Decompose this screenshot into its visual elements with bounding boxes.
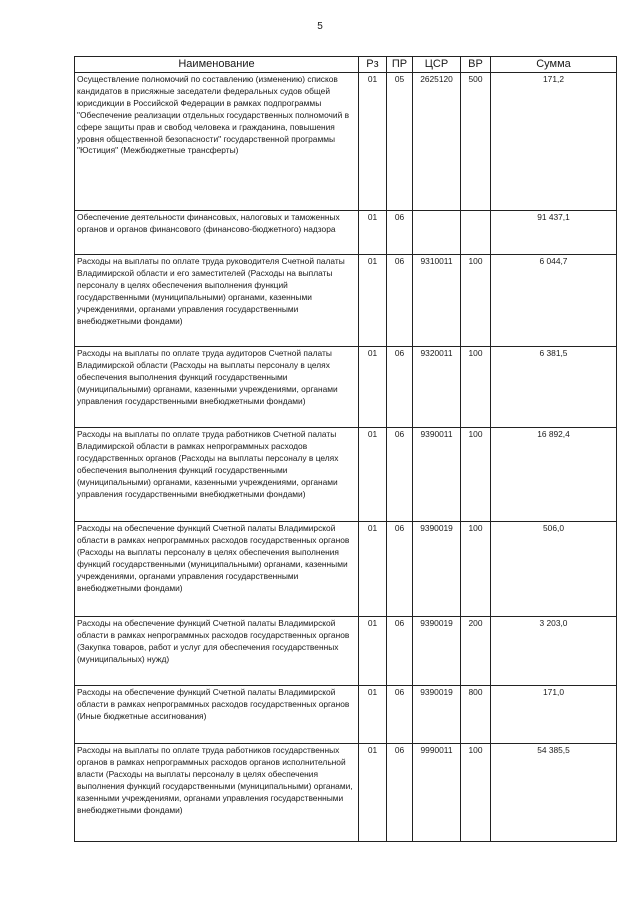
row-vr — [461, 211, 491, 255]
table-row — [75, 617, 617, 686]
header-rz: Рз — [359, 57, 387, 73]
row-pr: 06 — [387, 255, 413, 347]
row-vr: 800 — [461, 686, 491, 744]
row-csr: 9390019 — [413, 686, 461, 744]
table-row — [75, 255, 617, 347]
row-sum: 54 385,5 — [491, 744, 617, 842]
row-csr: 9320011 — [413, 347, 461, 428]
row-pr: 06 — [387, 347, 413, 428]
table-row — [75, 428, 617, 522]
row-vr: 100 — [461, 428, 491, 522]
budget-table — [74, 56, 617, 842]
page-number: 5 — [317, 21, 323, 32]
row-sum: 6 381,5 — [491, 347, 617, 428]
row-rz: 01 — [359, 686, 387, 744]
row-rz: 01 — [359, 255, 387, 347]
row-sum: 91 437,1 — [491, 211, 617, 255]
row-name: Расходы на выплаты по оплате труда аудиторов Счетной палаты Владимирской области (Расходы на выплаты персоналу в целях обеспечения выполнения функций государственными (муниципальными) органами, казенными учреждениями, органами управления государственными внебюджетными фондами) — [75, 347, 359, 428]
row-sum: 506,0 — [491, 522, 617, 617]
row-name: Расходы на выплаты по оплате труда работников государственных органов в рамках непрограммных расходов органов исполнительной власти (Расходы на выплаты персоналу в целях обеспечения выполнения функций государственными (муниципальными) органами, казенными учреждениями, органами управления государственными внебюджетными фондами) — [75, 744, 359, 842]
table-row — [75, 347, 617, 428]
row-csr: 9990011 — [413, 744, 461, 842]
row-sum: 171,2 — [491, 73, 617, 211]
header-csr: ЦСР — [413, 57, 461, 73]
row-name: Расходы на обеспечение функций Счетной палаты Владимирской области в рамках непрограммных расходов государственных органов (Иные бюджетные ассигнования) — [75, 686, 359, 744]
header-vr: ВР — [461, 57, 491, 73]
table-row — [75, 73, 617, 211]
row-rz: 01 — [359, 522, 387, 617]
row-name: Расходы на обеспечение функций Счетной палаты Владимирской области в рамках непрограммных расходов государственных органов (Закупка товаров, работ и услуг для обеспечения государственных (муниципальных) нужд) — [75, 617, 359, 686]
table-row — [75, 522, 617, 617]
row-csr: 9390019 — [413, 617, 461, 686]
row-pr: 05 — [387, 73, 413, 211]
table-row — [75, 744, 617, 842]
header-name: Наименование — [75, 57, 359, 73]
row-name: Обеспечение деятельности финансовых, налоговых и таможенных органов и органов финансового (финансово-бюджетного) надзора — [75, 211, 359, 255]
row-name: Осуществление полномочий по составлению (изменению) списков кандидатов в присяжные заседатели федеральных судов общей юрисдикции в Российской Федерации в рамках подпрограммы "Обеспечение реализации отдельных государственных полномочий в сфере защиты прав и свобод человека и гражданина, повышения уровня общественной безопасности" государственной программы "Юстиция" (Межбюджетные трансферты) — [75, 73, 359, 211]
row-vr: 500 — [461, 73, 491, 211]
row-name: Расходы на выплаты по оплате труда руководителя Счетной палаты Владимирской области и его заместителей (Расходы на выплаты персоналу в целях обеспечения выполнения функций государственными (муниципальными) органами, казенными учреждениями, органами управления государственными внебюджетными фондами) — [75, 255, 359, 347]
row-csr: 2625120 — [413, 73, 461, 211]
row-pr: 06 — [387, 744, 413, 842]
row-rz: 01 — [359, 428, 387, 522]
row-csr — [413, 211, 461, 255]
row-sum: 6 044,7 — [491, 255, 617, 347]
row-rz: 01 — [359, 211, 387, 255]
header-sum: Сумма — [491, 57, 617, 73]
row-sum: 3 203,0 — [491, 617, 617, 686]
table-row — [75, 211, 617, 255]
row-sum: 171,0 — [491, 686, 617, 744]
row-rz: 01 — [359, 73, 387, 211]
table-row — [75, 686, 617, 744]
header-pr: ПР — [387, 57, 413, 73]
row-vr: 100 — [461, 744, 491, 842]
row-name: Расходы на обеспечение функций Счетной палаты Владимирской области в рамках непрограммных расходов государственных органов (Расходы на выплаты персоналу в целях обеспечения выполнения функций государственными (муниципальными) органами, казенными учреждениями, органами управления государственными внебюджетными фондами) — [75, 522, 359, 617]
row-rz: 01 — [359, 744, 387, 842]
row-pr: 06 — [387, 686, 413, 744]
row-vr: 100 — [461, 522, 491, 617]
row-pr: 06 — [387, 522, 413, 617]
table-header-row — [75, 57, 617, 73]
row-csr: 9390011 — [413, 428, 461, 522]
row-pr: 06 — [387, 211, 413, 255]
row-pr: 06 — [387, 428, 413, 522]
row-csr: 9310011 — [413, 255, 461, 347]
row-rz: 01 — [359, 617, 387, 686]
row-vr: 100 — [461, 347, 491, 428]
row-rz: 01 — [359, 347, 387, 428]
row-vr: 100 — [461, 255, 491, 347]
row-name: Расходы на выплаты по оплате труда работников Счетной палаты Владимирской области в рамках непрограммных расходов государственных органов (Расходы на выплаты персоналу в целях обеспечения выполнения функций государственными (муниципальными) органами, казенными учреждениями, органами управления государственными внебюджетными фондами) — [75, 428, 359, 522]
row-vr: 200 — [461, 617, 491, 686]
row-pr: 06 — [387, 617, 413, 686]
row-csr: 9390019 — [413, 522, 461, 617]
row-sum: 16 892,4 — [491, 428, 617, 522]
